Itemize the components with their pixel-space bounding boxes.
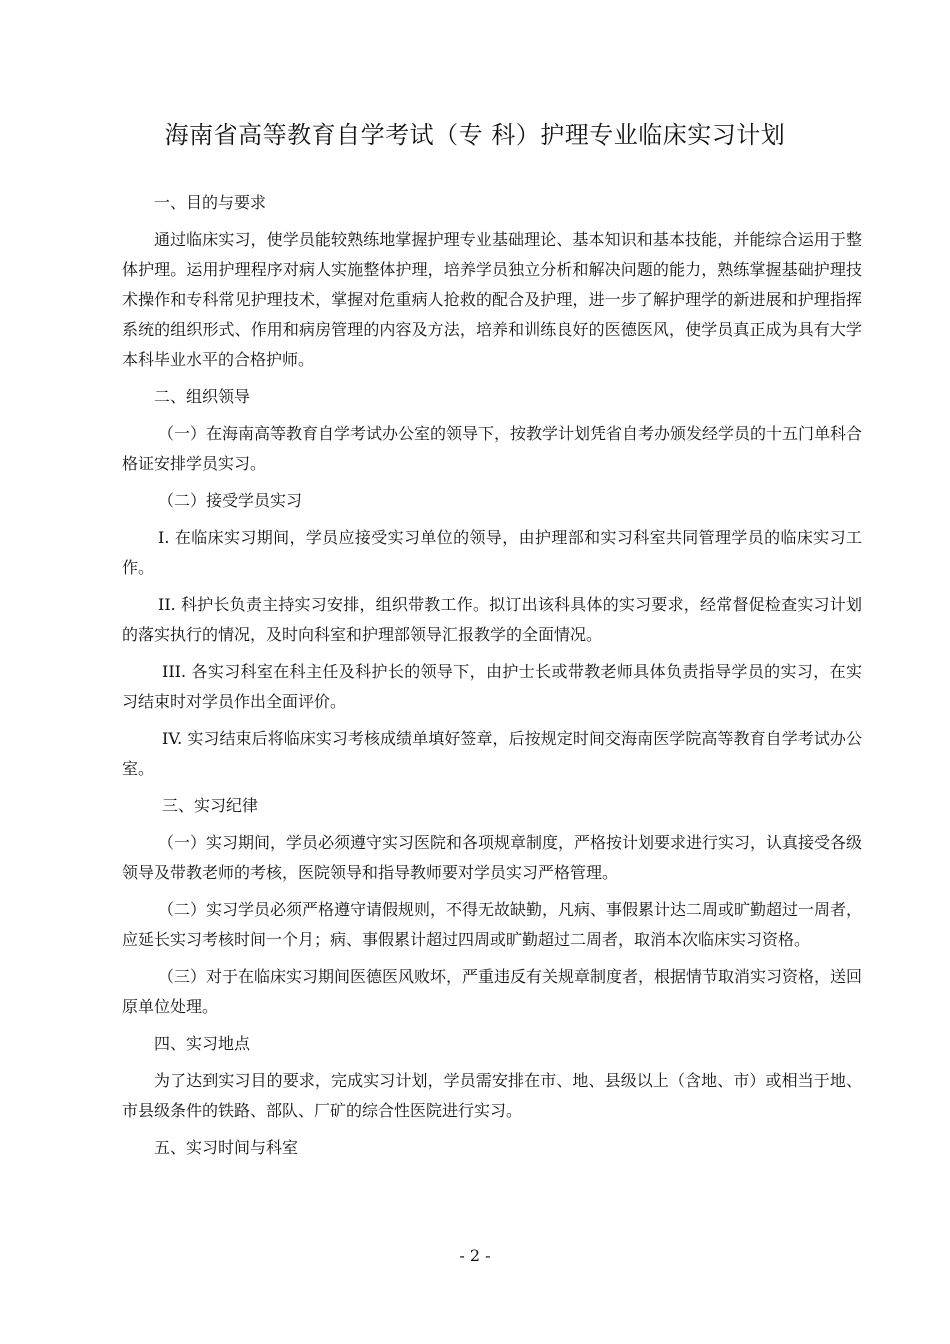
document-body bbox=[122, 188, 862, 1170]
paragraph-org-item-3: III. 各实习科室在科主任及科护长的领导下，由护士长或带教老师具体负责指导学员的实习，在实习结束时对学员作出全面评价。 bbox=[122, 662, 862, 711]
section-heading-4: 四、实习地点 bbox=[154, 1034, 251, 1053]
paragraph-org-2: （二）接受学员实习 bbox=[158, 491, 303, 510]
paragraph-purpose: 通过临床实习，使学员能较熟练地掌握护理专业基础理论、基本知识和基本技能，并能综合运用于整体护理。运用护理程序对病人实施整体护理，培养学员独立分析和解决问题的能力，熟练掌握基础护理技术操作和专科常见护理技术，掌握对危重病人抢救的配合及护理，进一步了解护理学的新进展和护理指挥系统的组织形式、作用和病房管理的内容及方法，培养和训练良好的医德医风，使学员真正成为具有大学本科毕业水平的合格护师。 bbox=[122, 230, 862, 369]
section-heading-5: 五、实习时间与科室 bbox=[154, 1138, 299, 1157]
section-heading-2: 二、组织领导 bbox=[154, 387, 251, 406]
document-title: 海南省高等教育自学考试（专 科）护理专业临床实习计划 bbox=[164, 121, 786, 149]
paragraph-discipline-1: （一）实习期间，学员必须遵守实习医院和各项规章制度，严格按计划要求进行实习，认真接受各级领导及带教老师的考核，医院领导和指导教师要对学员实习严格管理。 bbox=[122, 833, 863, 882]
section-heading-1: 一、目的与要求 bbox=[154, 193, 267, 212]
paragraph-org-1: （一）在海南高等教育自学考试办公室的领导下，按教学计划凭省自考办颁发经学员的十五门单科合格证安排学员实习。 bbox=[122, 424, 863, 473]
paragraph-org-item-4: IV. 实习结束后将临床实习考核成绩单填好签章，后按规定时间交海南医学院高等教育自学考试办公室。 bbox=[122, 729, 862, 778]
paragraph-org-item-2: II. 科护长负责主持实习安排，组织带教工作。拟订出该科具体的实习要求，经常督促检查实习计划的落实执行的情况，及时向科室和护理部领导汇报教学的全面情况。 bbox=[122, 595, 862, 644]
page-number: - 2 - bbox=[459, 1246, 491, 1265]
paragraph-discipline-2: （二）实习学员必须严格遵守请假规则，不得无故缺勤，凡病、事假累计达二周或旷勤超过一周者，应延长实习考核时间一个月；病、事假累计超过四周或旷勤超过二周者，取消本次临床实习资格。 bbox=[122, 900, 863, 949]
section-heading-3: 三、实习纪律 bbox=[162, 796, 259, 815]
paragraph-org-item-1: I. 在临床实习期间，学员应接受实习单位的领导，由护理部和实习科室共同管理学员的临床实习工作。 bbox=[122, 528, 862, 577]
paragraph-location: 为了达到实习目的要求，完成实习计划，学员需安排在市、地、县级以上（含地、市）或相当于地、市县级条件的铁路、部队、厂矿的综合性医院进行实习。 bbox=[122, 1071, 862, 1120]
paragraph-discipline-3: （三）对于在临床实习期间医德医风败坏，严重违反有关规章制度者，根据情节取消实习资格，送回原单位处理。 bbox=[122, 967, 863, 1016]
